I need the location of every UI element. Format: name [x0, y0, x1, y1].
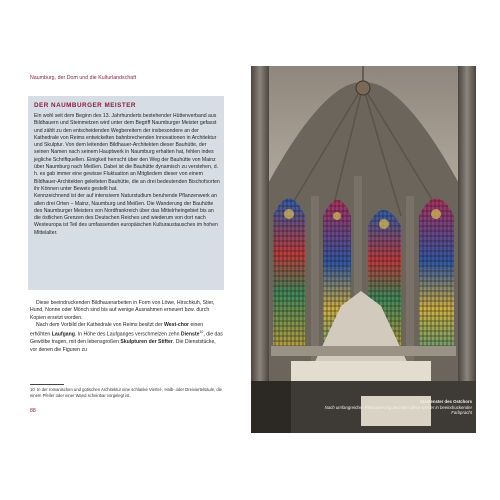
footnote-number: 10 — [30, 387, 35, 392]
cathedral-photo — [251, 66, 476, 433]
text-run: einen erhöhten — [30, 321, 204, 338]
bold-term-dienste: Dienste — [180, 331, 200, 338]
bold-term-skulpturen: Skulpturen der Stifter — [120, 339, 173, 346]
info-box — [28, 96, 224, 290]
running-head: Naumburg, der Dom und die Kulturlandschaft — [30, 75, 137, 81]
body-paragraph — [30, 322, 224, 354]
footnote — [30, 387, 224, 398]
text-run: Nach dem Vorbild der Kathedrale von Reims besitzt der — [36, 321, 165, 328]
body-text — [30, 300, 224, 354]
cathedral-interior-image — [251, 66, 476, 433]
text-run: . In Höhe des Laufganges verschmelzen zehn — [74, 331, 181, 338]
info-box-paragraph: Kennzeichnend ist der auf intensivem Naturstudium beruhende Pflanzenwerk an allen drei Orten – Mainz, Naumburg und Meißen. Die Wanderung der Bauhütte des Naumburger Meisters von Nordfrankreich über das Mittelrheingebiet bis an die östlichen Grenzen des Deutschen Reiches und wiederum von dort nach Westeuropa ist Teil des umfassenden europäischen Kulturaustausches im hohen Mittelalter. — [34, 193, 218, 236]
right-page — [250, 0, 500, 500]
body-paragraph: Diese beeindruckenden Bildhauerarbeiten in Form von Löwe, Hirschkuh, Stier, Hund, Nonne oder Mönch sind bis auf wenige Ausnahmen erneuert bzw. durch Kopien ersetzt worden. — [30, 300, 215, 321]
info-box-text — [34, 113, 220, 237]
page-number: 88 — [30, 408, 36, 414]
photo-caption — [322, 399, 472, 416]
info-box-title: DER NAUMBURGER MEISTER — [34, 102, 136, 109]
footnote-text: In der romanischen und gotischen Architektur eine schlanke Viertel-, Halb- oder Dreiviertelsäule, die einem Pfeiler oder einer Wand scheinbar vorgelegt ist. — [30, 387, 222, 398]
info-box-paragraph: Ein wohl seit dem Beginn des 13. Jahrhunderts bestehender Hüttenverband aus Bildhauern und Steinmetzen wird unter dem Begriff Naumburger Meister gefasst und zählt zu den entscheidenden Wegbereitern der insbesondere an der Kathedrale von Reims entwickelten bahnbrechenden Innovationen in Architektur und Skulptur. Von dem leitenden Bildhauer-Architekten dieser Bauhütte, der seinen Namen nach seinem Hauptwerk in Naumburg erhalten hat, fehlen indes jegliche Schriftquellen. Einigkeit herrscht über den Weg der Bauhütte von Mainz über Naumburg nach Meißen. Dabei ist die Bauhütte dynamisch zu verstehen, d. h. es gab immer eine gewisse Fluktuation an Mitgliedern dieser von einem Bildhauer-Architekten geleiteten Bauhütte, die an drei bedeutenden Bischofsorten ihr Können unter Beweis gestellt hat. — [34, 113, 220, 192]
caption-title: Glasfenster des Ostchors — [419, 399, 472, 404]
bold-term-westchor: West-chor — [164, 321, 190, 328]
text-run: . Die Dienststücke, vor denen die Figuren zu — [30, 339, 216, 353]
bold-term-laufgang: Laufgang — [51, 331, 75, 338]
caption-text: Nach umfangreicher Restaurierung leuchten diese wieder in beeindruckender Farbpracht — [324, 404, 472, 416]
footnote-rule — [30, 384, 64, 385]
footnote-marker: 10 — [199, 330, 204, 335]
text-run: , die das Gewölbe tragen, mit den lebensgroßen — [30, 331, 223, 346]
